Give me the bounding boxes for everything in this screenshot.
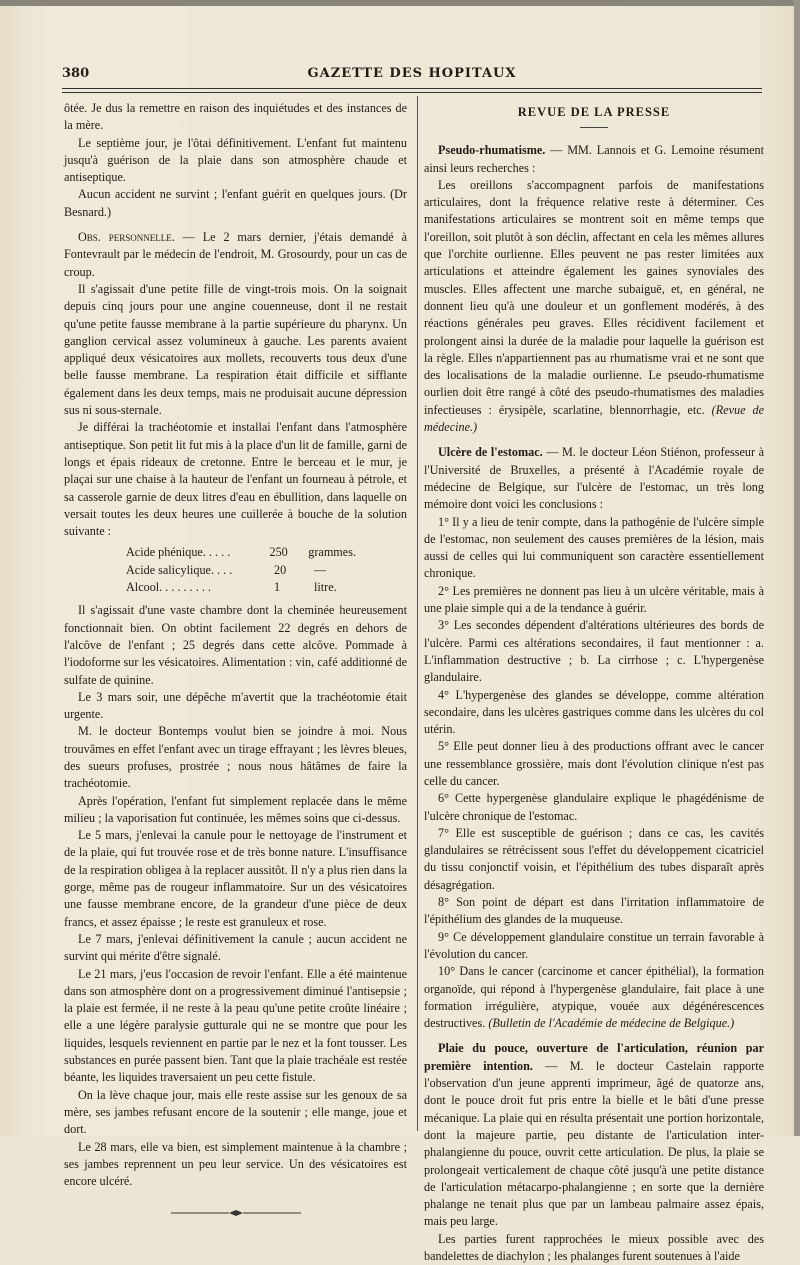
- paragraph: Il s'agissait d'une petite fille de vingt-trois mois. On la soignait depuis cinq jours pour une angine couenneuse, dont il ne restait qu'une petite fausse membrane à la partie supérieure du pharynx. Un ganglion cervical assez volumineux à gauche. Les parents avaient appliqué deux vésicatoires aux mollets, recouverts tous deux d'une belle fausse membrane. La respiration était difficile et sifflante également dans les deux temps, mais ne produisait aucune dépression sus ni sous-sternale.: [64, 281, 407, 418]
- observation-label: Obs. personnelle.: [78, 230, 175, 245]
- header-rule-bottom: [62, 92, 762, 93]
- recipe-ingredient: Alcool. . . . . . . . .: [126, 580, 211, 595]
- paragraph: Le 28 mars, elle va bien, est simplement maintenue à la chambre ; ses jambes reprennent un peu leur service. Un des vésicatoires est encore ulcéré.: [64, 1139, 407, 1189]
- paragraph: On la lève chaque jour, mais elle reste assise sur les genoux de sa mère, ses jambes refusant encore de la soutenir ; elle mange, joue et dort.: [64, 1087, 407, 1137]
- recipe-unit: —: [314, 562, 327, 577]
- conclusion-item: 7° Elle est susceptible de guérison ; dans ce cas, les cavités glandulaires se rétrécissent sous l'effet du développement cicatriciel du tissu conjonctif voisin, et l'épithélium des tubes disparaît après désagrégation.: [424, 825, 764, 892]
- conclusion-item: 6° Cette hypergenèse glandulaire explique le phagédénisme de l'ulcère chronique de l'estomac.: [424, 791, 764, 823]
- title-rule: [580, 127, 608, 128]
- paragraph: Le septième jour, je l'ôtai définitivement. L'enfant fut maintenu jusqu'à guérison de la plaie dans son atmosphère chaude et antiseptique.: [64, 135, 407, 185]
- article-body: [424, 177, 764, 436]
- recipe-quantity: 20: [274, 562, 287, 577]
- paragraph: Le 5 mars, j'enlevai la canule pour le nettoyage de l'instrument et de la plaie, qui fut trouvée rose et de très bonne nature. L'insuffisance de la respiration obligea à la replacer aussitôt. Il n'y a plus rien dans la gorge, même pas de rougeur inflammatoire. Sur un des vésicatoires une fausse membrane encore, de la grandeur d'une pièce de deux francs, et assez épaisse ; le reste est granuleux et rose.: [64, 828, 407, 929]
- spacer: [424, 436, 764, 444]
- section-title: REVUE DE LA PRESSE: [517, 105, 671, 119]
- right-column: [424, 100, 764, 1265]
- left-column: [64, 100, 407, 1218]
- journal-title: GAZETTE DES HOPITAUX: [307, 66, 517, 81]
- recipe-ingredient: Acide salicylique. . . .: [126, 562, 233, 577]
- paragraph: Les parties furent rapprochées le mieux possible avec des bandelettes de diachylon ; les phalanges furent soutenues à l'aide: [424, 1231, 764, 1263]
- page-header: [62, 66, 762, 86]
- scan-top-edge: [0, 0, 800, 6]
- recipe-ingredient: Acide phénique. . . . .: [126, 545, 231, 560]
- article-heading: Pseudo-rhumatisme.: [438, 143, 546, 158]
- observation-paragraph: [64, 229, 407, 281]
- end-ornament: [171, 1208, 301, 1218]
- recipe-unit: litre.: [314, 580, 337, 595]
- article-text: Les oreillons s'accompagnent parfois de manifestations articulaires, dont la fréquence relative reste à déterminer. Ces manifestations articulaires se montrent soit en même temps que l'oreillon, soit plutôt à son déclin, affectant en cela les mêmes allures que l'orchite ourlienne. Elles peuvent ne pas rester limitées aux articulations et atteindre également les gaines synoviales des muscles. Elles affectent une marche subaiguë, et, en général, ne donnent lieu qu'à une douleur et un gonflement modérés, à des réactions générales peu graves. Elles récidivent facilement et prolongent ainsi la durée de la maladie pour laquelle la guérison est la règle. Elles n'appartiennent pas au rhumatisme vrai et ne sont que des localisations de la maladie ourlienne. Le pseudo-rhumatisme ourlien doit être rangé à côté des pseudo-rhumatismes des maladies infectieuses : érysipèle, scarlatine, blennorrhagie, etc.: [424, 177, 764, 417]
- article-source: (Bulletin de l'Académie de médecine de Belgique.): [488, 1016, 735, 1031]
- recipe-row: [126, 562, 356, 579]
- page-number: 380: [62, 66, 90, 81]
- conclusion-item: 9° Ce développement glandulaire constitue un terrain favorable à l'évolution du cancer.: [424, 929, 764, 961]
- conclusion-item: 1° Il y a lieu de tenir compte, dans la pathogénie de l'ulcère simple de l'estomac, non seulement des causes premières de la lésion, mais aussi de celles qui lui communiquent son caractère essentiellement chronique.: [424, 514, 764, 581]
- article-lead-text: — M. le docteur Léon Stiénon, professeur à l'Université de Bruxelles, a présenté à l'Académie royale de médecine de Belgique, sur l'ulcère de l'estomac, un très long mémoire dont voici les conclusions :: [424, 445, 764, 512]
- article-lead-text: — M. le docteur Castelain rapporte l'observation d'un jeune apprenti imprimeur, âgé de quatorze ans, dont le pouce droit fut pris entre la bielle et le bâti d'une presse mécanique. La plaie qui en résulta présentait une portion horizontale, dont la majeure partie, peu distante de l'articulation inter-phalangienne du pouce, ouvrit cette articulation. De plus, la plaie se prolongeait verticalement de chaque côté jusqu'à une petite distance de l'articulation métacarpo-phalangienne ; en sorte que la dernière phalange ne tenait plus que par un lambeau palmaire assez épais, mais peu large.: [424, 1058, 764, 1229]
- conclusion-item: [424, 963, 764, 1032]
- article-heading: Plaie du pouce, ouverture de l'articulation, réunion par première intention.: [424, 1041, 764, 1073]
- header-rule-top: [62, 88, 762, 89]
- recipe-quantity: 1: [274, 580, 281, 595]
- spacer: [64, 221, 407, 229]
- paragraph: Aucun accident ne survint ; l'enfant guérit en quelques jours. (Dr Besnard.): [64, 187, 407, 219]
- conclusion-item: 2° Les premières ne donnent pas lieu à un ulcère véritable, mais à une plaie simple qui a de la tendance à guérir.: [424, 583, 764, 616]
- column-divider: [417, 96, 418, 1131]
- conclusion-item: 8° Son point de départ est dans l'irritation inflammatoire de l'épithélium des glandes de la muqueuse.: [424, 895, 764, 927]
- recipe-unit: grammes.: [308, 545, 356, 560]
- article-lead: [424, 142, 764, 177]
- paragraph: ôtée. Je dus la remettre en raison des inquiétudes et des instances de la mère.: [64, 101, 407, 133]
- conclusion-text: 10° Dans le cancer (carcinome et cancer épithélial), la formation organoïde, qui répond à l'hypergenèse glandulaire, fait place à une formation irrégulière, atypique, vouée aux dégénérescences destructives.: [424, 964, 764, 1031]
- paragraph: M. le docteur Bontemps voulut bien se joindre à moi. Nous trouvâmes en effet l'enfant avec un tirage effrayant ; les lèvres bleues, des sueurs profuses, prostrée ; nous nous hâtâmes de faire la trachéotomie.: [64, 724, 407, 791]
- paragraph: Après l'opération, l'enfant fut simplement replacée dans le même milieu ; la vaporisation fut continuée, les mêmes soins que ci-dessus.: [64, 793, 407, 825]
- paragraph: Je différai la trachéotomie et installai l'enfant dans l'atmosphère antiseptique. Son petit lit fut mis à la place d'un lit de famille, garni de longs et épais rideaux de cretonne. Entre le berceau et le mur, je plaçai sur une chaise à la hauteur de l'enfant un fourneau à pétrole, et sa casserole garnie de deux litres d'eau en ébullition, dans laquelle on versait toutes les deux heures une cuillerée à bouche de la solution suivante :: [64, 420, 407, 539]
- paragraph: Il s'agissait d'une vaste chambre dont la cheminée heureusement fonctionnait bien. On obtint facilement 22 degrés en dehors de l'alcôve de l'enfant ; 25 degrés dans cette alcôve. Pommade à l'iodoforme sur les vésicatoires. Alimentation : vin, café additionné de sulfate de quinine.: [64, 603, 407, 687]
- conclusion-item: 3° Les secondes dépendent d'altérations ultérieures des bords de l'ulcère. Parmi ces altérations secondaires, il faut mentionner : a. L'inflammation destructive ; b. La cirrhose ; c. L'hypergenèse glandulaire.: [424, 618, 764, 685]
- observation-text: — Le 2 mars dernier, j'étais demandé à Fontevrault par le médecin de l'endroit, M. Grosourdy, pour un cas de croup.: [64, 230, 407, 279]
- article-source: (Revue de médecine.): [424, 402, 764, 435]
- conclusion-item: 4° L'hypergenèse des glandes se développe, comme altération secondaire, dans les ulcères gastriques comme dans les ulcères du col utérin.: [424, 687, 764, 737]
- recipe-table: [126, 544, 356, 596]
- scan-right-edge: [794, 0, 800, 1136]
- paragraph: Le 7 mars, j'enlevai définitivement la canule ; aucun accident ne survint qui mérite d'être signalé.: [64, 931, 407, 964]
- conclusion-item: 5° Elle peut donner lieu à des productions offrant avec le cancer une ressemblance grossière, mais dont l'évolution clinique n'est pas celle du cancer.: [424, 739, 764, 788]
- article-lead: [424, 444, 764, 513]
- recipe-row: [126, 579, 356, 596]
- spacer: [424, 1032, 764, 1040]
- paragraph: Le 3 mars soir, une dépêche m'avertit que la trachéotomie était urgente.: [64, 689, 407, 722]
- recipe-quantity: 250: [269, 545, 288, 560]
- article-heading: Ulcère de l'estomac.: [438, 445, 543, 460]
- article-lead-text: — MM. Lannois et G. Lemoine résument ainsi leurs recherches :: [424, 143, 764, 175]
- recipe-row: [126, 544, 356, 561]
- paragraph: Le 21 mars, j'eus l'occasion de revoir l'enfant. Elle a été maintenue dans son atmosphère dont on a progressivement diminué l'antisepsie ; la plaie est fermée, il ne reste à la peau qu'une petite croûte linéaire ; elle a une légère paralysie gutturale qui ne se montre que pour les liquides, lesquels reviennent en partie par le nez et la font tousser. Les substances en purée passent bien. Tant que la plaie trachéale est restée béante, les liquides traversaient un peu cette fistule.: [64, 966, 407, 1085]
